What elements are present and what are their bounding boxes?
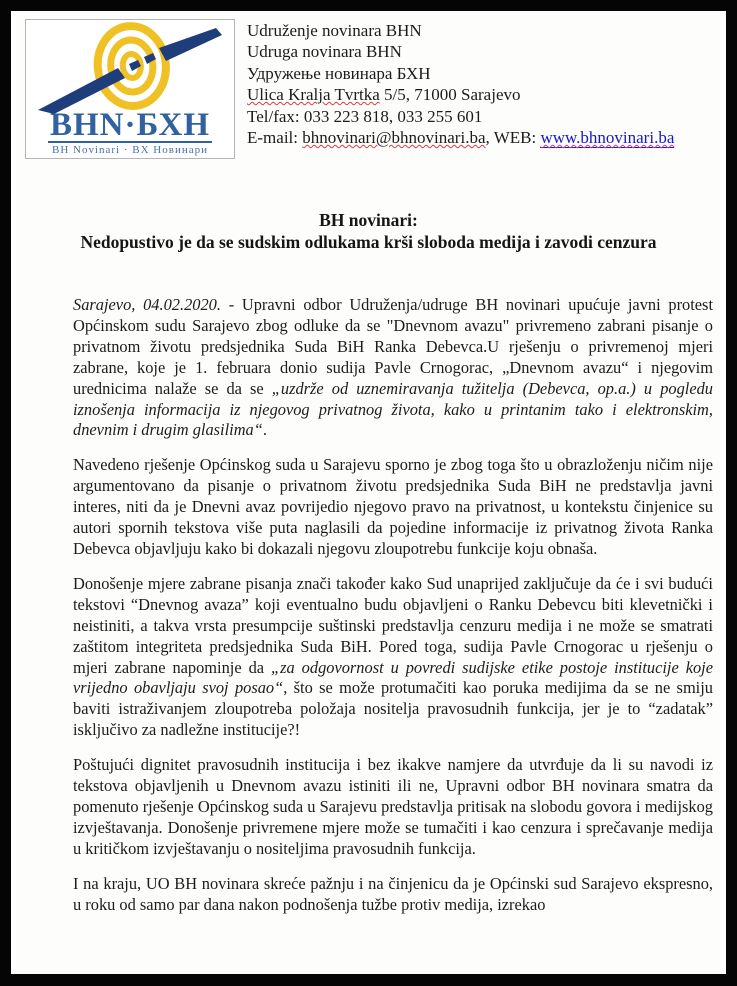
paragraph-text: I na kraju, UO BH novinara skreće pažnju i na činjenicu da je Općinski sud Sarajevo ekspresno, u roku od samo par dana nakon podnošenja tužbe protiv medija, izrekao [73,873,713,914]
logo-target-arrow-icon [30,22,230,114]
paragraph-3 [73,574,713,741]
paragraph-text: Donošenje mjere zabrane pisanja znači također kako Sud unaprijed zaključuje da će i svi budući tekstovi “Dnevnog avaza” koji eventualno budu objavljeni o Ranku Debevcu biti klevetnički i neistiniti, a takva vrsta presumpcije suštinski predstavlja cenzuru medija i ne može se smatrati zaštitom integriteta predsjednika Suda BiH. Pored toga, sudija Pavle Crnogorac u rješenju o mjeri zabrane napominje da [73,573,713,677]
address-rest: 5/5, 71000 Sarajevo [379,85,521,105]
org-name-bosnian: Udruženje novinara BHN [247,21,422,40]
org-name-croatian: Udruga novinara BHN [247,42,402,62]
title-line-1: BH novinari: [319,210,418,230]
address-line [247,84,674,105]
paragraph-1 [73,295,713,441]
paragraph-2 [73,455,713,560]
paragraph-text: Poštujući dignitet pravosudnih institucija i bez ikakve namjere da utvrđuje da li su navodi iz tekstova objavljenih u Dnevnom avazu istiniti ili ne, Upravni odbor BH novinara smatra da pomenuto rješenje Općinskog suda u Sarajevu predstavlja pritisak na slobodu govora i medijskog izvještavanja. Donošenje privremene mjere može se tumačiti i kao cenzura i sprečavanje medija u kritičkom izvještavanju o nositeljima pravosudnih funkcija. [73,755,713,858]
document-title [11,209,726,253]
web-label: , WEB: [485,128,541,148]
letterhead [11,11,726,159]
telfax-line: Tel/fax: 033 223 818, 033 255 601 [247,106,483,126]
document-body [73,295,713,915]
paragraph-quote: „za odgovornost u povredi sudijske etike postoje institucije koje vrijedno obavljaju svoj posao“ [73,657,714,698]
paragraph-text: Sarajevo, 04.02.2020. [73,295,221,314]
document-page [11,11,726,974]
paragraph-quote: „uzdrže od uznemiravanja tužitelja (Debevca, op.a.) u pogledu iznošenja informacija iz njegovog privatnog života, kako u printanim tako i elektronskim, dnevnim i drugim glasilima“ [73,378,713,440]
paragraph-text: . [262,420,267,440]
paragraph-4 [73,755,713,860]
email-address: bhnovinari@bhnovinari.ba [302,128,486,148]
org-name-cyrillic: Удружење новинара БХН [247,63,431,83]
logo-acronym: BHN·БХН [49,107,210,143]
paragraph-text: - Upravni odbor Udruženja/udruge BH novinari upućuje javni protest Općinskom sudu Sarajevo zbog odluke da se "Dnevnom avazu" privremeno zabrani pisanje o privatnom životu predsjednika Suda BiH Ranka Debevca.U rješenju o privremenoj mjeri zabrane, koje je 1. februara donio sudija Pavle Crnogorac, „Dnevnom avazu“ i njegovim urednicima nalaže se da se [73,295,713,398]
email-label: E-mail: [247,128,303,148]
title-line-2: Nedopustivo je da se sudskim odlukama krši sloboda medija i zavodi cenzura [80,232,657,252]
website-link[interactable]: www.bhnovinari.ba [540,128,675,148]
email-web-line [247,127,674,148]
address-street: Ulica Kralja Tvrtka [247,85,380,105]
paragraph-text: Navedeno rješenje Općinskog suda u Sarajevu sporno je zbog toga što u obrazloženju ničim nije argumentovano da pisanje o privatnom životu predsjednika Suda BiH ne predstavlja javni interes, niti da je Dnevni avaz povrijedio njegovo pravo na privatnost, u kontekstu činjenice su autori spornih tekstova više puta naglasili da pojedine informacije iz privatnog života Ranka Debevca objavljuju kako bi dokazali njegovu zloupotrebu funkcije koju obnaša. [73,455,713,558]
logo-subtitle: BH Novinari · BX Новинари [51,144,208,156]
bhn-logo [25,19,235,159]
letterhead-contact-block [247,19,674,148]
paragraph-5 [73,874,713,916]
paragraph-text: , što se može protumačiti kao poruka medijima da se ne smiju baviti istraživanjem zloupotreba položaja nositelja pravosudnih funkcija, jer je to “zadatak” isključivo za nadležne institucije?! [73,678,713,740]
